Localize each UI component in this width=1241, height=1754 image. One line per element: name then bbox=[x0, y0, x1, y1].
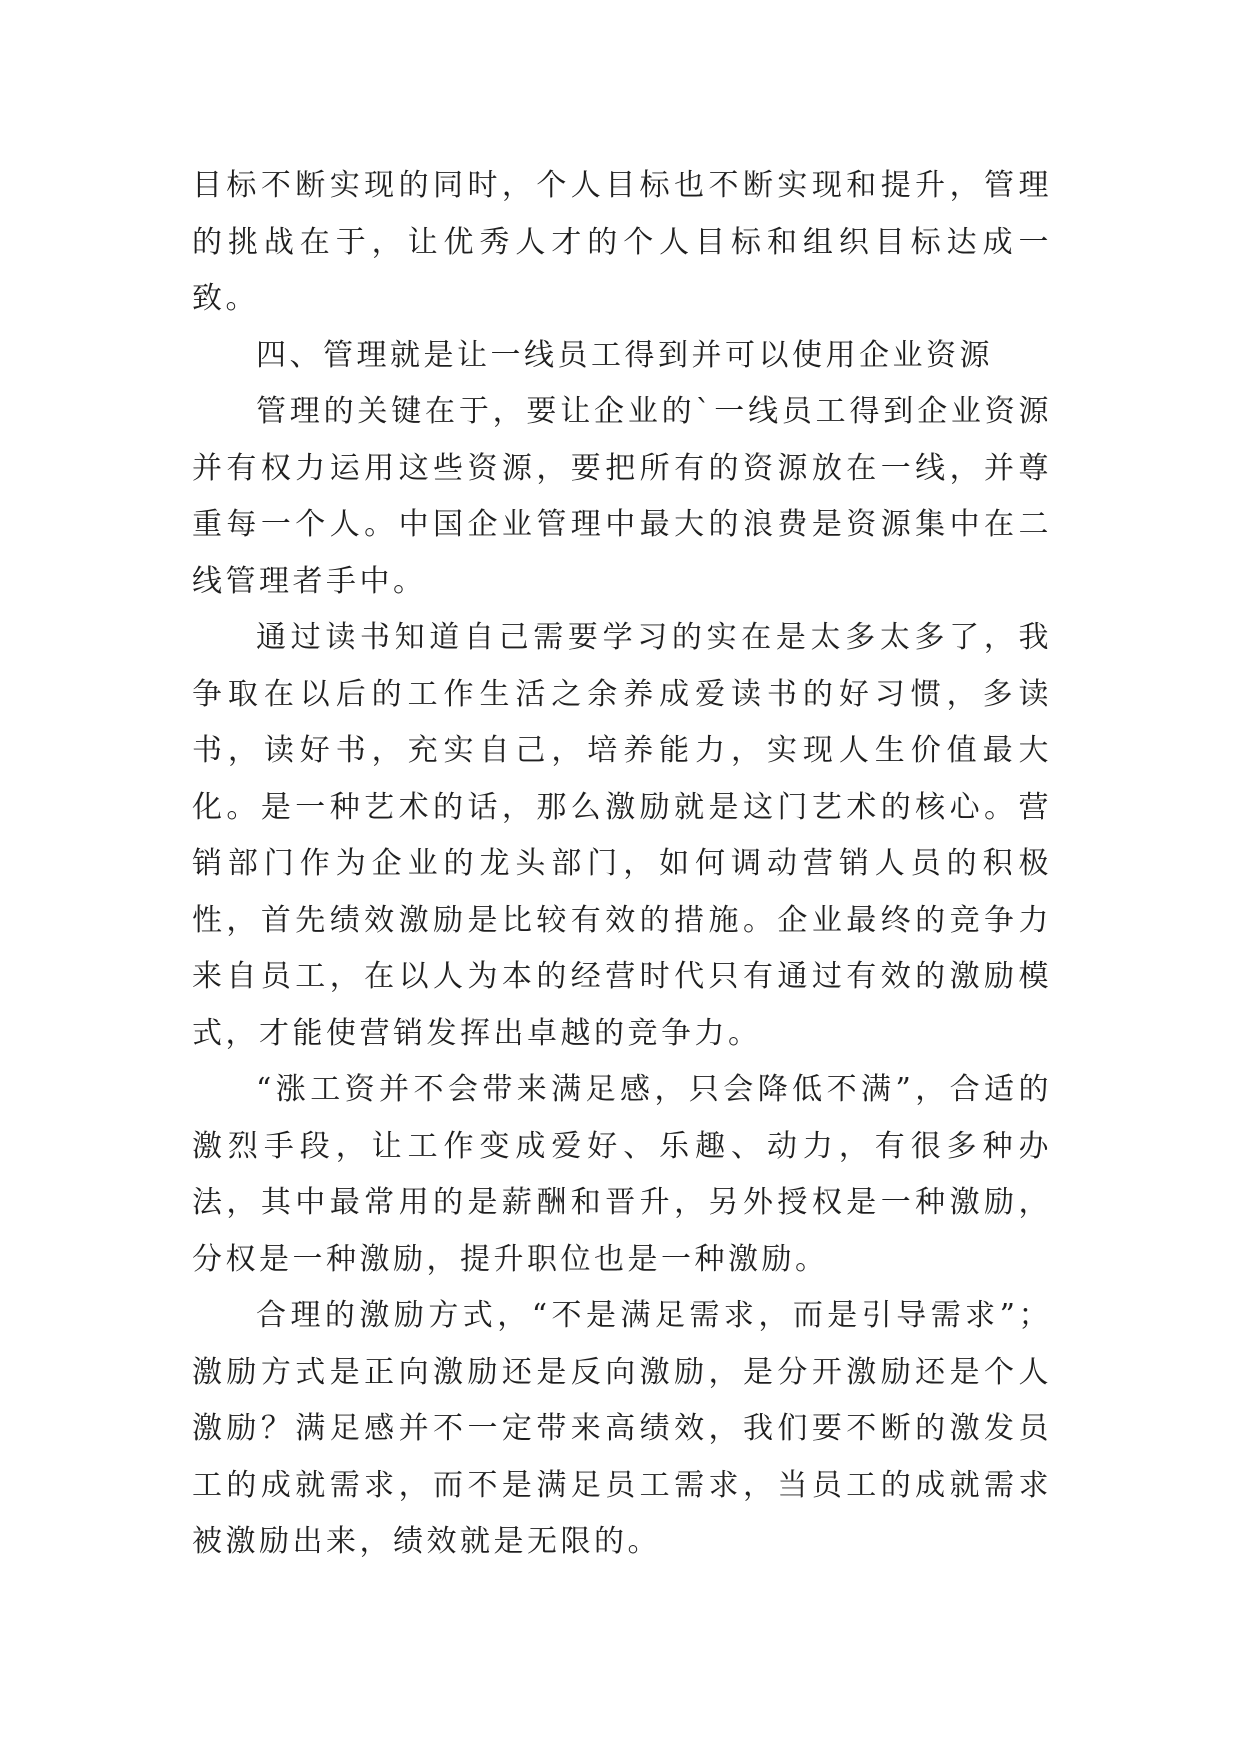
paragraph-frontline-resources: 管理的关键在于，要让企业的`一线员工得到企业资源并有权力运用这些资源，要把所有的资源放在一线，并尊重每一个人。中国企业管理中最大的浪费是资源集中在二线管理者手中。 bbox=[192, 394, 1052, 599]
section-heading-four: 四、管理就是让一线员工得到并可以使用企业资源 bbox=[256, 337, 993, 373]
paragraph-goal-alignment: 目标不断实现的同时，个人目标也不断实现和提升，管理的挑战在于，让优秀人才的个人目标和组织目标达成一致。 bbox=[192, 168, 1052, 316]
paragraph-salary-quote: “涨工资并不会带来满足感，只会降低不满”，合适的激烈手段，让工作变成爱好、乐趣、动力，有很多种办法，其中最常用的是薪酬和晋升，另外授权是一种激励，分权是一种激励，提升职位也是一种激励。 bbox=[192, 1072, 1052, 1277]
paragraph-reading-and-incentives: 通过读书知道自己需要学习的实在是太多太多了，我争取在以后的工作生活之余养成爱读书的好习惯，多读书，读好书，充实自己，培养能力，实现人生价值最大化。是一种艺术的话，那么激励就是这门艺术的核心。营销部门作为企业的龙头部门，如何调动营销人员的积极性，首先绩效激励是比较有效的措施。企业最终的竞争力来自员工，在以人为本的经营时代只有通过有效的激励模式，才能使营销发挥出卓越的竞争力。 bbox=[192, 620, 1052, 1051]
document-body bbox=[192, 158, 1052, 1571]
paragraph-reasonable-incentives: 合理的激励方式，“不是满足需求，而是引导需求”；激励方式是正向激励还是反向激励，是分开激励还是个人激励？满足感并不一定带来高绩效，我们要不断的激发员工的成就需求，而不是满足员工需求，当员工的成就需求被激励出来，绩效就是无限的。 bbox=[192, 1298, 1052, 1559]
